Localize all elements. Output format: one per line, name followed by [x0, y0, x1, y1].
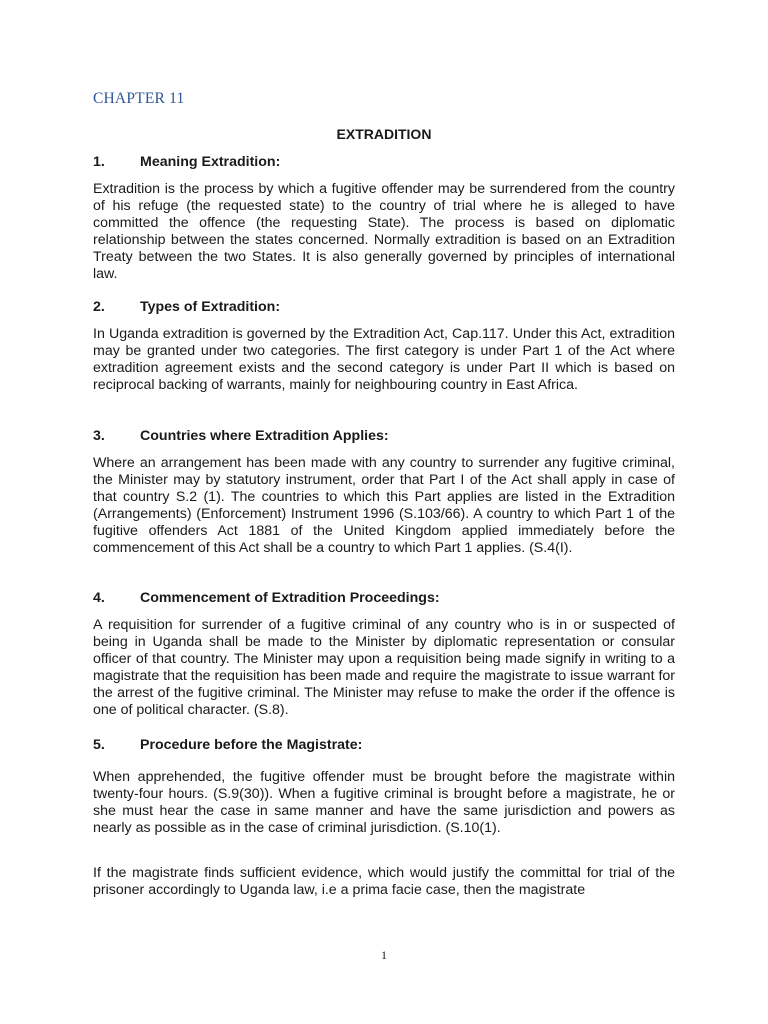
- section-number: 1.: [93, 154, 105, 170]
- section-heading-5: [93, 737, 362, 754]
- section-title: Commencement of Extradition Proceedings:: [140, 590, 440, 606]
- chapter-label: CHAPTER 11: [93, 90, 185, 107]
- paragraph: In Uganda extradition is governed by the Extradition Act, Cap.117. Under this Act, extradition may be granted under two categories. The first category is under Part 1 of the Act where extradition agreement exists and the second category is under Part II which is based on reciprocal backing of warrants, mainly for neighbouring country in East Africa.: [93, 326, 675, 394]
- section-number: 5.: [93, 737, 105, 753]
- paragraph: If the magistrate finds sufficient evidence, which would justify the committal for trial of the prisoner accordingly to Uganda law, i.e a prima facie case, then the magistrate: [93, 865, 675, 899]
- section-heading-2: [93, 299, 280, 316]
- section-title: Types of Extradition:: [140, 299, 281, 315]
- section-number: 3.: [93, 428, 105, 444]
- section-number: 2.: [93, 299, 105, 315]
- section-heading-1: [93, 154, 280, 171]
- paragraph: When apprehended, the fugitive offender must be brought before the magistrate within twenty-four hours. (S.9(30)). When a fugitive criminal is brought before a magistrate, he or she must hear the case in same manner and have the same jurisdiction and powers as nearly as possible as in the case of criminal jurisdiction. (S.10(1).: [93, 769, 675, 837]
- document-title: EXTRADITION: [336, 126, 432, 142]
- section-title: Meaning Extradition:: [140, 154, 281, 170]
- page-number: 1: [381, 948, 387, 962]
- section-title: Countries where Extradition Applies:: [140, 428, 389, 444]
- paragraph: A requisition for surrender of a fugitive criminal of any country who is in or suspected of being in Uganda shall be made to the Minister by diplomatic representation or consular officer of that country. The Minister may upon a requisition being made signify in writing to a magistrate that the requisition has been made and require the magistrate to issue warrant for the arrest of the fugitive criminal. The Minister may refuse to make the order if the offence is one of political character. (S.8).: [93, 617, 676, 719]
- section-number: 4.: [93, 590, 105, 606]
- section-heading-4: [93, 590, 440, 607]
- section-heading-3: [93, 428, 389, 445]
- paragraph: Where an arrangement has been made with any country to surrender any fugitive criminal, the Minister may by statutory instrument, order that Part I of the Act shall apply in case of that country S.2 (1). The countries to which this Part applies are listed in the Extradition (Arrangements) (Enforcement) Instrument 1996 (S.103/66). A country to which Part 1 of the fugitive offenders Act 1881 of the United Kingdom applied immediately before the commencement of this Act shall be a country to which Part 1 applies. (S.4(I).: [93, 455, 675, 557]
- section-title: Procedure before the Magistrate:: [140, 737, 363, 753]
- paragraph: Extradition is the process by which a fugitive offender may be surrendered from the country of his refuge (the requested state) to the country of trial where he is alleged to have committed the offence (the requesting State). The process is based on diplomatic relationship between the states concerned. Normally extradition is based on an Extradition Treaty between the two States. It is also generally governed by principles of international law.: [93, 181, 675, 283]
